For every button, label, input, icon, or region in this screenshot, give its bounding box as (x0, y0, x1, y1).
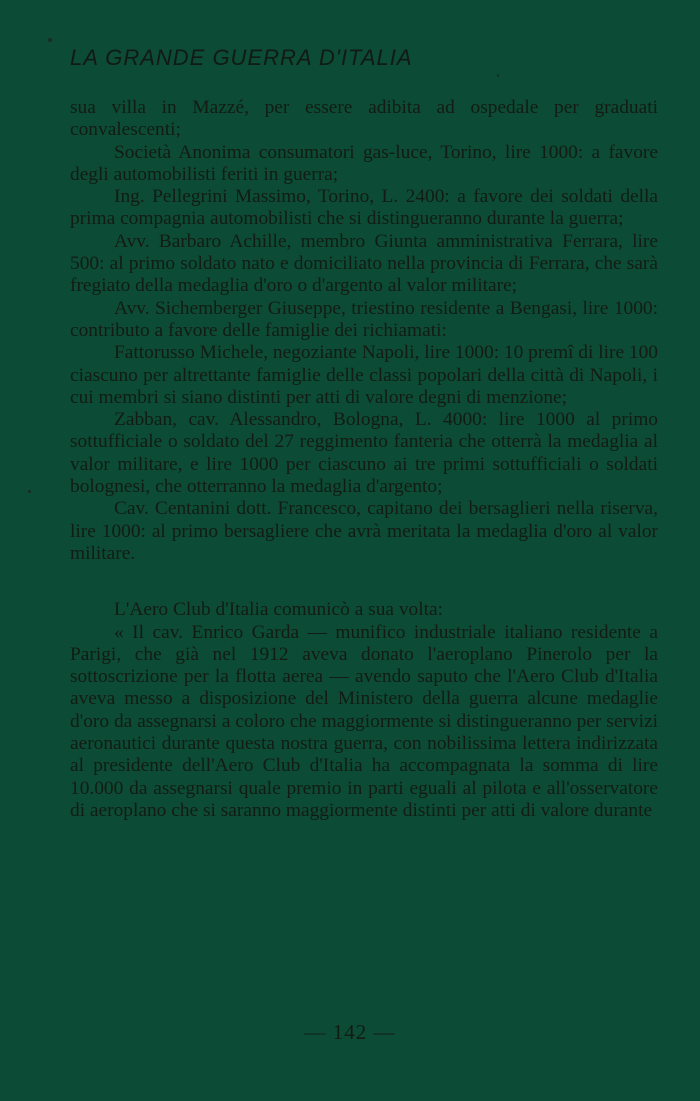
paragraph: Cav. Centanini dott. Francesco, capitano dei bersaglieri nella riserva, lire 1000: al primo bersagliere che avrà meritata la medaglia d'oro al valor militare. (70, 498, 658, 564)
paragraph: sua villa in Mazzé, per essere adibita ad ospedale per graduati convalescenti; (70, 97, 658, 141)
section-break (70, 565, 658, 599)
paragraph: Avv. Sichemberger Giuseppe, triestino residente a Bengasi, lire 1000: contributo a favore delle famiglie dei richiamati: (70, 297, 658, 341)
paragraph: Fattorusso Michele, negoziante Napoli, lire 1000: 10 premî di lire 100 ciascuno per altrettante famiglie delle classi popolari della città di Napoli, i cui membri si siano distinti per atti di valore degni di menzione; (70, 342, 658, 408)
paragraph: Avv. Barbaro Achille, membro Giunta amministrativa Ferrara, lire 500: al primo soldato nato e domiciliato nella provincia di Ferrara, che sarà fregiato della medaglia d'oro o d'argento al valor militare; (70, 230, 658, 297)
page-body (70, 97, 658, 822)
paragraph: Società Anonima consumatori gas-luce, Torino, lire 1000: a favore degli automobilisti feriti in guerra; (70, 141, 658, 185)
aero-club-intro: L'Aero Club d'Italia comunicò a sua volta: (114, 599, 443, 621)
print-speck (497, 74, 499, 77)
page-number: — 142 — (304, 1020, 396, 1044)
paragraph: Zabban, cav. Alessandro, Bologna, L. 4000: lire 1000 al primo sottufficiale o soldato del 27 reggimento fanteria che otterrà la medaglia al valor militare, e lire 1000 per ciascuno ai tre primi sottufficiali o soldati bolognesi, che otterranno la medaglia d'argento; (70, 409, 658, 498)
paragraph: Ing. Pellegrini Massimo, Torino, L. 2400: a favore dei soldati della prima compagnia automobilisti che si distingueranno durante la guerra; (70, 186, 658, 230)
running-title: LA GRANDE GUERRA D'ITALIA (70, 45, 413, 70)
print-speck (28, 490, 31, 493)
print-speck (48, 38, 52, 42)
aero-club-quote: « Il cav. Enrico Garda — munifico industriale italiano residente a Parigi, che già nel 1912 aveva donato l'aeroplano Pinerolo per la sottoscrizione per la flotta aerea — avendo saputo che l'Aero Club d'Italia aveva messo a disposizione del Ministero della guerra alcune medaglie d'oro da assegnarsi a coloro che maggiormente si distingueranno per servizi aeronautici durante questa nostra guerra, con nobilissima lettera indirizzata al presidente dell'Aero Club d'Italia ha accompagnata la somma di lire 10.000 da assegnarsi quale premio in parti eguali al pilota e all'osservatore di aeroplano che si saranno maggiormente distinti per atti di valore durante (70, 621, 658, 821)
